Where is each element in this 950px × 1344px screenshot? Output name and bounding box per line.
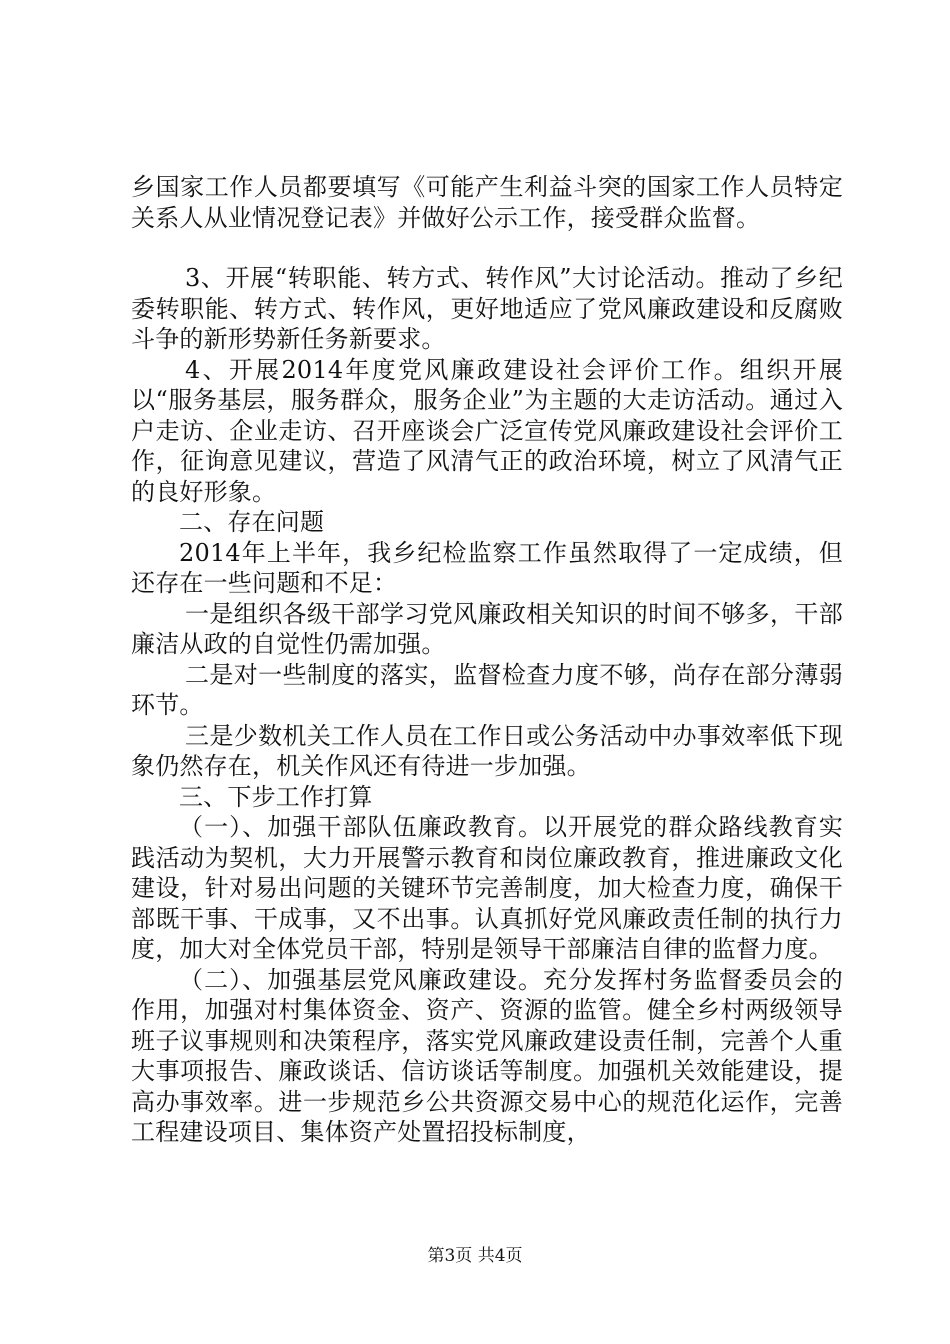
paragraph-item-4: 4、开展2014年度党风廉政建设社会评价工作。组织开展以“服务基层，服务群众，服务企业”为主题的大走访活动。通过入户走访、企业走访、召开座谈会广泛宣传党风廉政建设社会评价工作，征询意见建议，营造了风清气正的政治环境，树立了风清气正的良好形象。 <box>131 355 843 506</box>
paragraph-plan-2: （二）、加强基层党风廉政建设。充分发挥村务监督委员会的作用，加强对村集体资金、资产、资源的监管。健全乡村两级领导班子议事规则和决策程序，落实党风廉政建设责任制，完善个人重大事项报告、廉政谈话、信访谈话等制度。加强机关效能建设，提高办事效率。进一步规范乡公共资源交易中心的规范化运作，完善工程建设项目、集体资产处置招投标制度， <box>131 965 843 1146</box>
paragraph-problems-intro: 2014年上半年，我乡纪检监察工作虽然取得了一定成绩，但还存在一些问题和不足： <box>131 538 843 597</box>
section-heading-next-steps: 三、下步工作打算 <box>179 782 373 811</box>
paragraph-problem-1: 一是组织各级干部学习党风廉政相关知识的时间不够多，干部廉洁从政的自觉性仍需加强。 <box>131 599 843 658</box>
page-footer: 第3页 共4页 <box>427 1246 523 1266</box>
paragraph-gap <box>131 233 843 263</box>
paragraph-item-3: 3、开展“转职能、转方式、转作风”大讨论活动。推动了乡纪委转职能、转方式、转作风，更好地适应了党风廉政建设和反腐败斗争的新形势新任务新要求。 <box>131 264 843 353</box>
paragraph-continuation: 乡国家工作人员都要填写《可能产生利益斗突的国家工作人员特定关系人从业情况登记表》并做好公示工作，接受群众监督。 <box>131 173 843 232</box>
paragraph-problem-2: 二是对一些制度的落实，监督检查力度不够，尚存在部分薄弱环节。 <box>131 660 843 719</box>
paragraph-problem-3: 三是少数机关工作人员在工作日或公务活动中办事效率低下现象仍然存在，机关作风还有待进一步加强。 <box>131 721 843 780</box>
document-body <box>131 172 843 1148</box>
paragraph-plan-1: （一）、加强干部队伍廉政教育。以开展党的群众路线教育实践活动为契机，大力开展警示教育和岗位廉政教育，推进廉政文化建设，针对易出问题的关键环节完善制度，加大检查力度，确保干部既干事、干成事，又不出事。认真抓好党风廉政责任制的执行力度，加大对全体党员干部，特别是领导干部廉洁自律的监督力度。 <box>131 813 843 963</box>
section-heading-problems: 二、存在问题 <box>179 508 325 536</box>
